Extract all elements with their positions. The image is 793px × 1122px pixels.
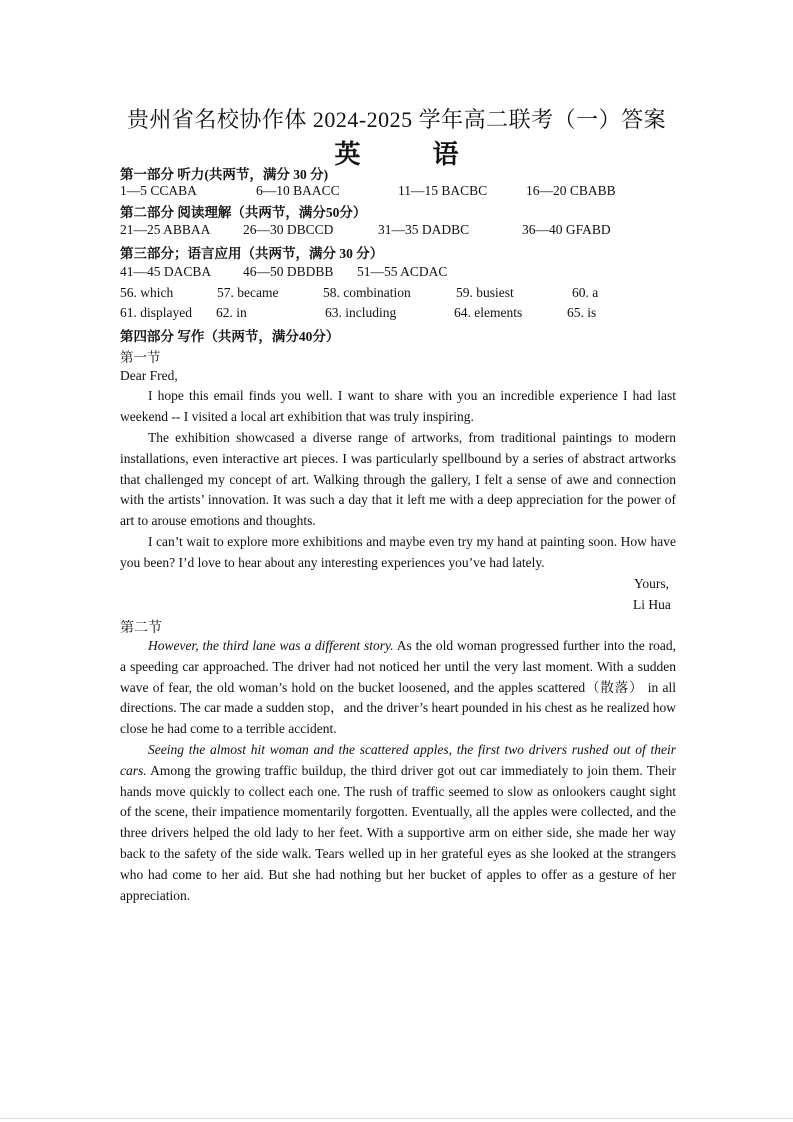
letter-greeting: Dear Fred, [120,368,178,383]
section1-label: 第一节 [120,350,161,365]
story-body: As the old woman progressed further into the road, a speeding car approached. The driver had not noticed her until the very last moment. With a sudden wave of fear, the old woman’s hold on the bucket loosened, and the apples scattered（散落） in all directions. The car made a sudden stop，and the driver’s heart pounded in his chest as he realized how close he had come to a terrible accident. [120,638,677,737]
letter-closing: Yours, [634,576,670,591]
fill-answer: 59. busiest [456,285,514,300]
answer-group: 11—15 BACBC [398,183,488,198]
part4-heading: 第四部分 写作（共两节，满分40分） [120,329,340,344]
subject-char-2: 语 [432,140,459,170]
answer-group: 16—20 CBABB [526,183,616,198]
fill-answer: 62. in [216,305,247,320]
page-title: 贵州省名校协作体 2024-2025 学年高二联考（一）答案 [126,107,667,132]
fill-answer: 63. including [325,305,397,320]
section2-label: 第二节 [120,621,162,636]
answer-group: 26—30 DBCCD [243,222,334,237]
fill-answer: 65. is [567,305,597,320]
story-paragraph [120,740,676,906]
letter-paragraph: I can’t wait to explore more exhibitions and maybe even try my hand at painting soon. How have you been? I’d love to hear about any interesting experiences you’ve had lately. [120,534,676,570]
letter-signature: Li Hua [633,597,671,612]
answer-group: 46—50 DBDBB [243,264,334,279]
subject-char-1: 英 [334,140,361,170]
answer-group: 41—45 DACBA [120,264,212,279]
letter-paragraph: The exhibition showcased a diverse range of artworks, from traditional paintings to modern installations, even interactive art pieces. I was particularly spellbound by a series of abstract artworks that challenged my concept of art. Walking through the gallery, I felt a sense of awe and connection with the artists’ innovation. It was such a day that it left me with a deep appreciation for the power of art to arouse emotions and thoughts. [120,430,676,529]
fill-answer: 58. combination [323,285,411,300]
page-bottom-rule [0,1118,793,1119]
story-lead-sentence: Seeing the almost hit woman and the scattered apples, the first two drivers rushed out of their cars. [120,742,676,778]
answer-group: 31—35 DADBC [378,222,470,237]
answer-group: 36—40 GFABD [522,222,611,237]
fill-answer: 64. elements [454,305,523,320]
fill-answer: 61. displayed [120,305,192,320]
answer-group: 51—55 ACDAC [357,264,448,279]
story-body: Among the growing traffic buildup, the third driver got out car immediately to join them. Their hands move quickly to collect each one. The rush of traffic seemed to slow as onlookers caught sight of the scene, their impatience momentarily forgotten. Eventually, all the apples were collected, and the three drivers helped the old lady to her feet. With a supportive arm on either side, she made her way back to the safety of the side walk. Tears welled up in her grateful eyes as she looked at the strangers who had come to her aid. But she had nothing but her bucket of apples to offer as a gesture of her appreciation. [120,762,676,903]
answer-group: 1—5 CCABA [120,183,197,198]
answer-group: 6—10 BAACC [256,183,340,198]
part1-heading: 第一部分 听力(共两节，满分 30 分) [120,167,329,182]
fill-answer: 56. which [120,285,174,300]
story-lead-sentence: However, the third lane was a different story. [148,638,394,653]
part2-heading: 第二部分 阅读理解（共两节，满分50分） [120,205,367,220]
story-paragraph [120,636,676,740]
letter-paragraph: I hope this email finds you well. I want to share with you an incredible experience I had last weekend -- I visited a local art exhibition that was truly inspiring. [120,388,676,424]
part3-heading: 第三部分；语言应用（共两节，满分 30 分） [120,246,384,261]
subject-heading [0,134,793,171]
answer-group: 21—25 ABBAA [120,222,211,237]
fill-answer: 57. became [217,285,279,300]
fill-answer: 60. a [572,285,599,300]
